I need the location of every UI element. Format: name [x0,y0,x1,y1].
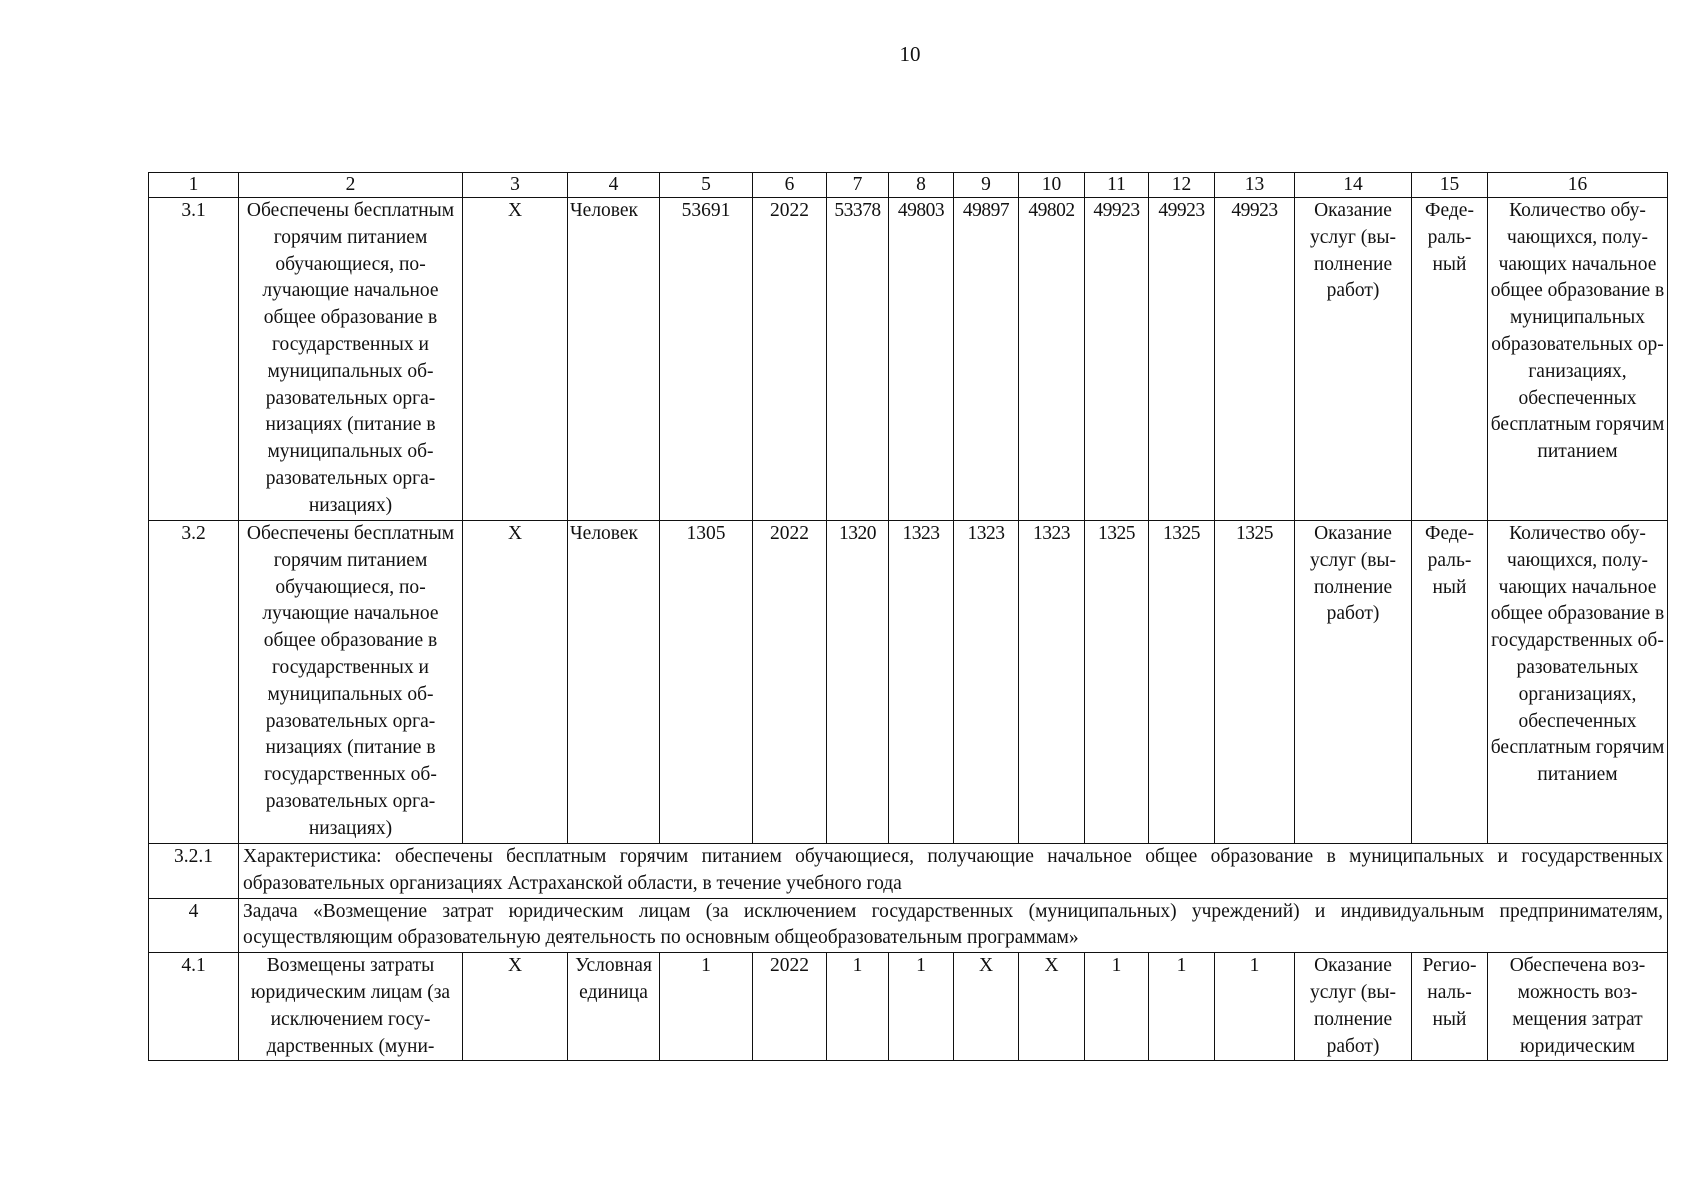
header-cell: 13 [1215,173,1295,198]
level: Региональный [1412,953,1488,1061]
value-c12: 1 [1149,953,1215,1061]
value-c9: 1323 [954,521,1019,844]
result-type: Оказание услуг (выполнение работ) [1295,953,1412,1061]
base-year: 2022 [753,953,827,1061]
value-c8: 49803 [889,198,954,521]
page-number: 10 [899,42,921,66]
header-cell: 10 [1019,173,1085,198]
value-c12: 1325 [1149,521,1215,844]
table-row-task [149,898,1668,953]
header-cell: 1 [149,173,239,198]
cell-c3: X [463,953,568,1061]
table-row [149,953,1668,1061]
result-name: Обеспечены бесплатным горячим питанием обучающиеся, получающие начальное общее образование в государственных и муниципальных образовательных организациях (питание в государственных образовательных организациях) [239,521,463,844]
row-number: 3.2.1 [149,844,239,899]
cell-c3: X [463,521,568,844]
value-c8: 1 [889,953,954,1061]
task-text: Задача «Возмещение затрат юридическим лицам (за исключением государственных (муниципальных) учреждений) и индивидуальным предпринимателям, осуществляющим образовательную деятельность по основным общеобразовательным программам» [239,898,1668,953]
row-number: 3.1 [149,198,239,521]
header-cell: 11 [1085,173,1149,198]
level: Федеральный [1412,521,1488,844]
header-cell: 15 [1412,173,1488,198]
result-name: Обеспечены бесплатным горячим питанием обучающиеся, получающие начальное общее образование в государственных и муниципальных образовательных организациях (питание в муниципальных образовательных организациях) [239,198,463,521]
header-cell: 14 [1295,173,1412,198]
table-row [149,198,1668,521]
header-cell: 6 [753,173,827,198]
indicator-description: Обеспечена возможность возмещения затрат юридическим [1488,953,1668,1061]
value-c7: 53378 [827,198,889,521]
characteristic-text: Характеристика: обеспечены бесплатным горячим питанием обучающиеся, получающие начальное общее образование в муниципальных и государственных образовательных организациях Астраханской области, в течение учебного года [239,844,1668,899]
header-cell: 12 [1149,173,1215,198]
header-cell: 8 [889,173,954,198]
unit: Человек [568,198,660,521]
header-cell: 4 [568,173,660,198]
value-c13: 49923 [1215,198,1295,521]
table-row-characteristic [149,844,1668,899]
base-value: 53691 [660,198,753,521]
value-c10: X [1019,953,1085,1061]
value-c11: 1325 [1085,521,1149,844]
base-year: 2022 [753,198,827,521]
result-type: Оказание услуг (выполнение работ) [1295,198,1412,521]
row-number: 4 [149,898,239,953]
level: Федеральный [1412,198,1488,521]
indicators-table [148,172,1668,1061]
result-type: Оказание услуг (выполнение работ) [1295,521,1412,844]
result-name: Возмещены затраты юридическим лицам (за исключением государственных (муни- [239,953,463,1061]
header-cell: 2 [239,173,463,198]
table-header-row [149,173,1668,198]
value-c8: 1323 [889,521,954,844]
header-cell: 3 [463,173,568,198]
table-row [149,521,1668,844]
base-value: 1 [660,953,753,1061]
header-cell: 16 [1488,173,1668,198]
value-c7: 1 [827,953,889,1061]
value-c10: 1323 [1019,521,1085,844]
row-number: 4.1 [149,953,239,1061]
base-value: 1305 [660,521,753,844]
cell-c3: X [463,198,568,521]
value-c10: 49802 [1019,198,1085,521]
value-c11: 49923 [1085,198,1149,521]
value-c9: X [954,953,1019,1061]
value-c12: 49923 [1149,198,1215,521]
value-c9: 49897 [954,198,1019,521]
value-c7: 1320 [827,521,889,844]
value-c13: 1325 [1215,521,1295,844]
indicator-description: Количество обучающихся, получающих начальное общее образование в государственных образовательных организациях, обеспеченных бесплатным горячим питанием [1488,521,1668,844]
base-year: 2022 [753,521,827,844]
value-c13: 1 [1215,953,1295,1061]
row-number: 3.2 [149,521,239,844]
unit: Условная единица [568,953,660,1061]
header-cell: 7 [827,173,889,198]
header-cell: 9 [954,173,1019,198]
unit: Человек [568,521,660,844]
indicator-description: Количество обучающихся, получающих начальное общее образование в муниципальных образовательных организациях, обеспеченных бесплатным горячим питанием [1488,198,1668,521]
header-cell: 5 [660,173,753,198]
value-c11: 1 [1085,953,1149,1061]
